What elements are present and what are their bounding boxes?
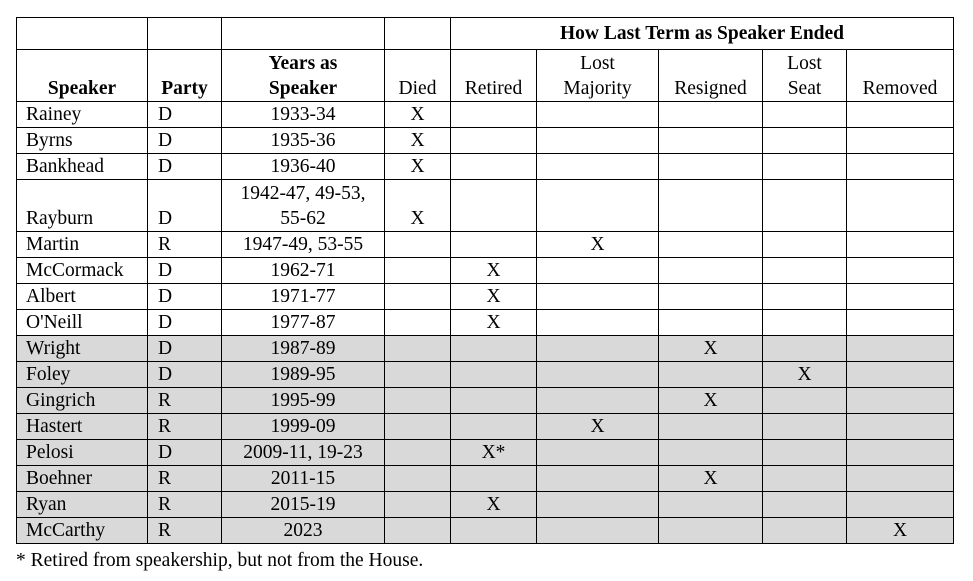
- cell-speaker: Boehner: [17, 466, 148, 492]
- cell-party: R: [148, 466, 222, 492]
- cell-years-line: 1989-95: [270, 364, 336, 385]
- cell-removed: [847, 388, 954, 414]
- group-header-how-ended: How Last Term as Speaker Ended: [451, 18, 954, 50]
- col-header-lost-majority: [537, 50, 659, 102]
- table-row: [17, 232, 954, 258]
- table-row: [17, 258, 954, 284]
- cell-speaker: Hastert: [17, 414, 148, 440]
- cell-resigned: [659, 414, 763, 440]
- cell-years-line: 2011-15: [270, 468, 336, 489]
- table-row: [17, 284, 954, 310]
- cell-resigned: [659, 284, 763, 310]
- col-header-years-line1: Years as: [268, 53, 338, 74]
- cell-lost-majority: [537, 128, 659, 154]
- cell-years-line: 1971-77: [270, 286, 336, 307]
- header-blank-died: [385, 18, 451, 50]
- header-blank-years: [222, 18, 385, 50]
- cell-lost-seat: X: [763, 362, 847, 388]
- cell-years-line: 1942-47, 49-53,: [240, 183, 366, 204]
- cell-lost-majority: [537, 154, 659, 180]
- cell-died: [385, 310, 451, 336]
- cell-retired: X: [451, 258, 537, 284]
- cell-lost-seat: [763, 414, 847, 440]
- cell-removed: [847, 128, 954, 154]
- cell-years: [222, 128, 385, 154]
- cell-retired: [451, 128, 537, 154]
- col-header-lost-seat-line2: Seat: [787, 78, 822, 99]
- cell-party: D: [148, 310, 222, 336]
- cell-speaker: Gingrich: [17, 388, 148, 414]
- cell-died: [385, 518, 451, 544]
- cell-years: [222, 492, 385, 518]
- cell-party: D: [148, 102, 222, 128]
- cell-lost-majority: [537, 336, 659, 362]
- cell-lost-majority: [537, 466, 659, 492]
- col-header-resigned: Resigned: [659, 50, 763, 102]
- table-row: [17, 492, 954, 518]
- cell-lost-seat: [763, 466, 847, 492]
- cell-lost-seat: [763, 154, 847, 180]
- cell-resigned: [659, 154, 763, 180]
- cell-years-line: 2023: [283, 520, 323, 541]
- cell-lost-majority: [537, 492, 659, 518]
- cell-retired: [451, 232, 537, 258]
- cell-retired: [451, 414, 537, 440]
- cell-removed: [847, 102, 954, 128]
- speaker-table-body: [17, 102, 954, 544]
- header-blank-party: [148, 18, 222, 50]
- cell-years: [222, 414, 385, 440]
- cell-lost-seat: [763, 232, 847, 258]
- cell-years-line: 1962-71: [270, 260, 336, 281]
- cell-lost-seat: [763, 258, 847, 284]
- header-blank-speaker: [17, 18, 148, 50]
- col-header-lost-seat-line1: Lost: [787, 53, 822, 74]
- cell-party: R: [148, 414, 222, 440]
- cell-years-line: 1933-34: [270, 104, 336, 125]
- cell-removed: [847, 466, 954, 492]
- col-header-removed: Removed: [847, 50, 954, 102]
- cell-retired: [451, 388, 537, 414]
- cell-died: [385, 440, 451, 466]
- cell-died: [385, 284, 451, 310]
- cell-lost-seat: [763, 128, 847, 154]
- cell-years-line: 2009-11, 19-23: [243, 442, 363, 463]
- table-row: [17, 388, 954, 414]
- cell-years: [222, 336, 385, 362]
- cell-speaker: McCormack: [17, 258, 148, 284]
- cell-retired: [451, 180, 537, 232]
- cell-died: X: [385, 128, 451, 154]
- cell-removed: [847, 284, 954, 310]
- table-row: [17, 414, 954, 440]
- cell-retired: [451, 518, 537, 544]
- cell-party: D: [148, 440, 222, 466]
- cell-speaker: Rayburn: [17, 180, 148, 232]
- cell-speaker: Martin: [17, 232, 148, 258]
- cell-years-line: 55-62: [280, 208, 326, 229]
- cell-years: [222, 102, 385, 128]
- cell-speaker: O'Neill: [17, 310, 148, 336]
- cell-years-line: 1987-89: [270, 338, 336, 359]
- cell-lost-majority: X: [537, 232, 659, 258]
- cell-years: [222, 362, 385, 388]
- cell-speaker: Bankhead: [17, 154, 148, 180]
- col-header-lost-seat: [763, 50, 847, 102]
- cell-years-line: 1999-09: [270, 416, 336, 437]
- cell-resigned: [659, 310, 763, 336]
- table-row: [17, 180, 954, 232]
- cell-died: [385, 492, 451, 518]
- cell-years-line: 1977-87: [270, 312, 336, 333]
- cell-years: [222, 518, 385, 544]
- cell-retired: [451, 102, 537, 128]
- footnote: * Retired from speakership, but not from the House.: [16, 550, 424, 571]
- cell-lost-majority: [537, 440, 659, 466]
- cell-speaker: Rainey: [17, 102, 148, 128]
- cell-years-line: 1995-99: [270, 390, 336, 411]
- cell-speaker: Byrns: [17, 128, 148, 154]
- cell-died: [385, 258, 451, 284]
- table-row: [17, 466, 954, 492]
- cell-speaker: McCarthy: [17, 518, 148, 544]
- cell-resigned: [659, 102, 763, 128]
- cell-lost-seat: [763, 518, 847, 544]
- table-row: [17, 440, 954, 466]
- cell-party: R: [148, 492, 222, 518]
- cell-speaker: Ryan: [17, 492, 148, 518]
- table-row: [17, 310, 954, 336]
- cell-party: D: [148, 154, 222, 180]
- cell-lost-majority: [537, 310, 659, 336]
- cell-lost-majority: [537, 258, 659, 284]
- cell-died: [385, 388, 451, 414]
- cell-removed: [847, 180, 954, 232]
- cell-party: D: [148, 258, 222, 284]
- cell-lost-seat: [763, 388, 847, 414]
- cell-removed: [847, 258, 954, 284]
- cell-years: [222, 154, 385, 180]
- cell-died: [385, 414, 451, 440]
- col-header-lost-majority-line1: Lost: [580, 53, 615, 74]
- col-header-years-line2: Speaker: [268, 78, 338, 99]
- table-row: [17, 518, 954, 544]
- cell-years: [222, 232, 385, 258]
- cell-years: [222, 388, 385, 414]
- table-row: [17, 102, 954, 128]
- cell-died: [385, 362, 451, 388]
- cell-lost-majority: [537, 388, 659, 414]
- cell-lost-seat: [763, 440, 847, 466]
- speaker-table: [16, 17, 954, 544]
- cell-lost-seat: [763, 336, 847, 362]
- cell-resigned: [659, 492, 763, 518]
- cell-speaker: Pelosi: [17, 440, 148, 466]
- cell-party: R: [148, 388, 222, 414]
- cell-resigned: [659, 180, 763, 232]
- cell-years: [222, 466, 385, 492]
- cell-lost-majority: [537, 180, 659, 232]
- cell-retired: X*: [451, 440, 537, 466]
- cell-party: D: [148, 284, 222, 310]
- cell-party: R: [148, 518, 222, 544]
- cell-removed: [847, 492, 954, 518]
- cell-retired: X: [451, 284, 537, 310]
- cell-retired: [451, 362, 537, 388]
- col-header-party: Party: [148, 50, 222, 102]
- cell-lost-majority: [537, 362, 659, 388]
- table-row: [17, 362, 954, 388]
- cell-died: X: [385, 154, 451, 180]
- speaker-table-container: [16, 17, 954, 544]
- cell-resigned: X: [659, 388, 763, 414]
- cell-resigned: X: [659, 466, 763, 492]
- cell-removed: [847, 336, 954, 362]
- cell-speaker: Wright: [17, 336, 148, 362]
- cell-retired: [451, 466, 537, 492]
- header-row-columns: [17, 50, 954, 102]
- cell-resigned: [659, 258, 763, 284]
- cell-party: D: [148, 362, 222, 388]
- cell-years: [222, 440, 385, 466]
- cell-years: [222, 310, 385, 336]
- cell-removed: [847, 310, 954, 336]
- cell-removed: [847, 414, 954, 440]
- cell-lost-majority: [537, 102, 659, 128]
- table-row: [17, 336, 954, 362]
- header-row-group: [17, 18, 954, 50]
- cell-resigned: [659, 518, 763, 544]
- cell-lost-majority: [537, 518, 659, 544]
- cell-party: D: [148, 180, 222, 232]
- cell-years: [222, 284, 385, 310]
- table-row: [17, 154, 954, 180]
- cell-resigned: [659, 362, 763, 388]
- cell-died: [385, 466, 451, 492]
- cell-retired: [451, 154, 537, 180]
- cell-party: D: [148, 128, 222, 154]
- cell-lost-majority: X: [537, 414, 659, 440]
- cell-died: [385, 232, 451, 258]
- cell-removed: [847, 154, 954, 180]
- table-row: [17, 128, 954, 154]
- cell-years-line: 1935-36: [270, 130, 336, 151]
- cell-retired: X: [451, 310, 537, 336]
- cell-years: [222, 180, 385, 232]
- cell-years-line: 1936-40: [270, 156, 336, 177]
- cell-party: R: [148, 232, 222, 258]
- cell-speaker: Albert: [17, 284, 148, 310]
- cell-lost-seat: [763, 492, 847, 518]
- cell-lost-seat: [763, 180, 847, 232]
- cell-removed: [847, 362, 954, 388]
- cell-resigned: [659, 232, 763, 258]
- cell-resigned: [659, 128, 763, 154]
- cell-died: [385, 336, 451, 362]
- cell-years-line: 2015-19: [270, 494, 336, 515]
- col-header-lost-majority-line2: Majority: [563, 78, 632, 99]
- cell-lost-majority: [537, 284, 659, 310]
- cell-party: D: [148, 336, 222, 362]
- col-header-retired: Retired: [451, 50, 537, 102]
- cell-years-line: 1947-49, 53-55: [242, 234, 364, 255]
- cell-speaker: Foley: [17, 362, 148, 388]
- cell-removed: [847, 440, 954, 466]
- cell-retired: X: [451, 492, 537, 518]
- cell-lost-seat: [763, 102, 847, 128]
- cell-removed: X: [847, 518, 954, 544]
- cell-years: [222, 258, 385, 284]
- cell-resigned: [659, 440, 763, 466]
- cell-lost-seat: [763, 310, 847, 336]
- cell-resigned: X: [659, 336, 763, 362]
- col-header-died: Died: [385, 50, 451, 102]
- col-header-years: [222, 50, 385, 102]
- cell-removed: [847, 232, 954, 258]
- cell-died: X: [385, 102, 451, 128]
- cell-lost-seat: [763, 284, 847, 310]
- cell-retired: [451, 336, 537, 362]
- col-header-speaker: Speaker: [17, 50, 148, 102]
- cell-died: X: [385, 180, 451, 232]
